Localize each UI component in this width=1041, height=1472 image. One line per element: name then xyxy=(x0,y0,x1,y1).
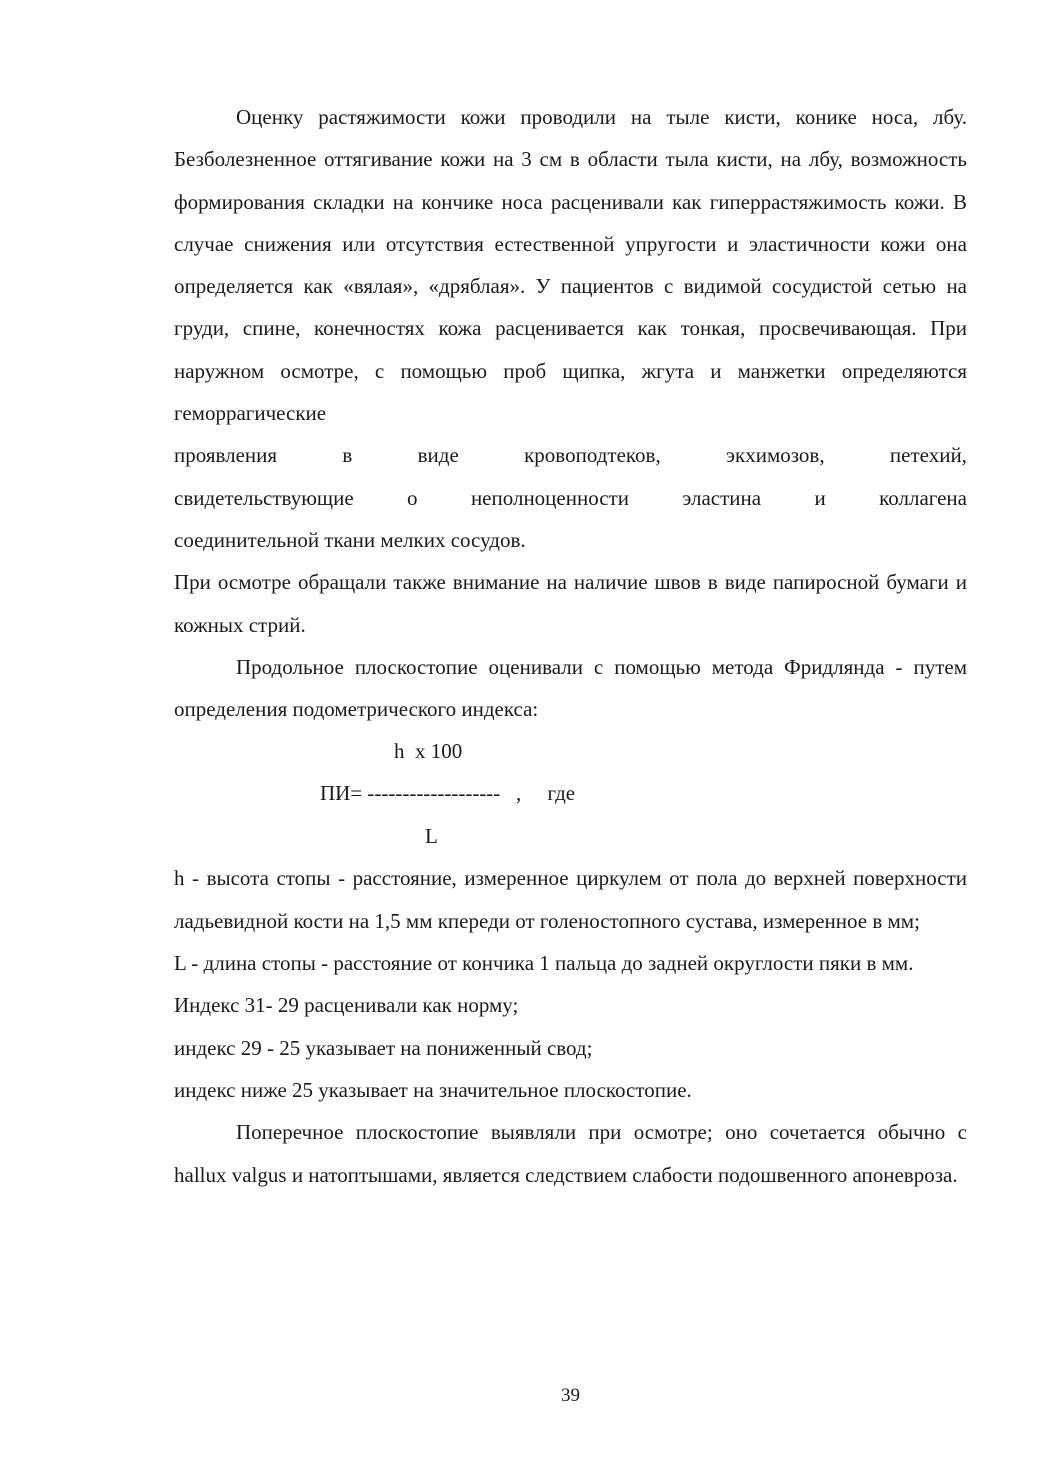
word: кровоподтеков, xyxy=(524,443,661,468)
word: петехий, xyxy=(889,443,967,468)
word: в xyxy=(342,443,353,468)
paragraph-transverse-flatfoot: Поперечное плоскостопие выявляли при осмотре; оно сочетается обычно с hallux valgus и натоптышами, является следствием слабости подошвенного апоневроза. xyxy=(174,1120,967,1187)
paragraph-height-definition: h - высота стопы - расстояние, измеренное циркулем от пола до верхней поверхности ладьевидной кости на 1,5 мм кпереди от голеностопного сустава, измеренное в мм; xyxy=(174,866,967,933)
formula-fraction-line: ПИ= ------------------- , где xyxy=(320,781,576,806)
word: эластина xyxy=(682,485,762,510)
index-low-arch-line: индекс 29 - 25 указывает на пониженный свод; xyxy=(174,1035,593,1060)
paragraph-flatfoot-method: Продольное плоскостопие оценивали с помощью метода Фридлянда - путем определения подометрического индекса: xyxy=(174,654,967,722)
word: неполноценности xyxy=(470,485,629,510)
word: о xyxy=(407,485,418,510)
word: коллагена xyxy=(879,485,967,510)
word: проявления xyxy=(174,443,278,468)
paragraph-end-line: соединительной ткани мелких сосудов. xyxy=(174,527,526,552)
word: экхимозов, xyxy=(726,443,825,468)
formula-denominator: L xyxy=(425,824,438,849)
word: виде xyxy=(417,443,459,468)
paragraph-inspection: При осмотре обращали также внимание на наличие швов в виде папиросной бумаги и кожных стрий. xyxy=(174,570,967,637)
podometric-formula xyxy=(174,730,967,857)
word: и xyxy=(814,485,826,510)
index-norm-line: Индекс 31- 29 расценивали как норму; xyxy=(174,993,519,1018)
paragraph-skin-elasticity: Оценку растяжимости кожи проводили на тыле кисти, конике носа, лбу. Безболезненное оттягивание кожи на 3 см в области тыла кисти, на лбу, возможность формирования складки на кончике носа расценивали как гиперрастяжимость кожи. В случае снижения или отсутствия естественной упругости и эластичности кожи она определяется как «вялая», «дряблая». У пациентов с видимой сосудистой сетью на груди, спине, конечностях кожа расценивается как тонкая, просвечивающая. При наружном осмотре, с помощью проб щипка, жгута и манжетки определяются геморрагические xyxy=(174,105,967,426)
index-flatfoot-line: индекс ниже 25 указывает на значительное плоскостопие. xyxy=(174,1077,692,1102)
page-number: 39 xyxy=(561,1385,580,1406)
justified-line-manifestations xyxy=(174,434,967,476)
formula-numerator: h x 100 xyxy=(394,739,463,764)
paragraph-length-definition: L - длина стопы - расстояние от кончика 1 пальца до задней округлости пяки в мм. xyxy=(174,951,914,976)
justified-line-evidence xyxy=(174,477,967,519)
document-page xyxy=(174,96,967,1196)
word: свидетельствующие xyxy=(174,485,354,510)
